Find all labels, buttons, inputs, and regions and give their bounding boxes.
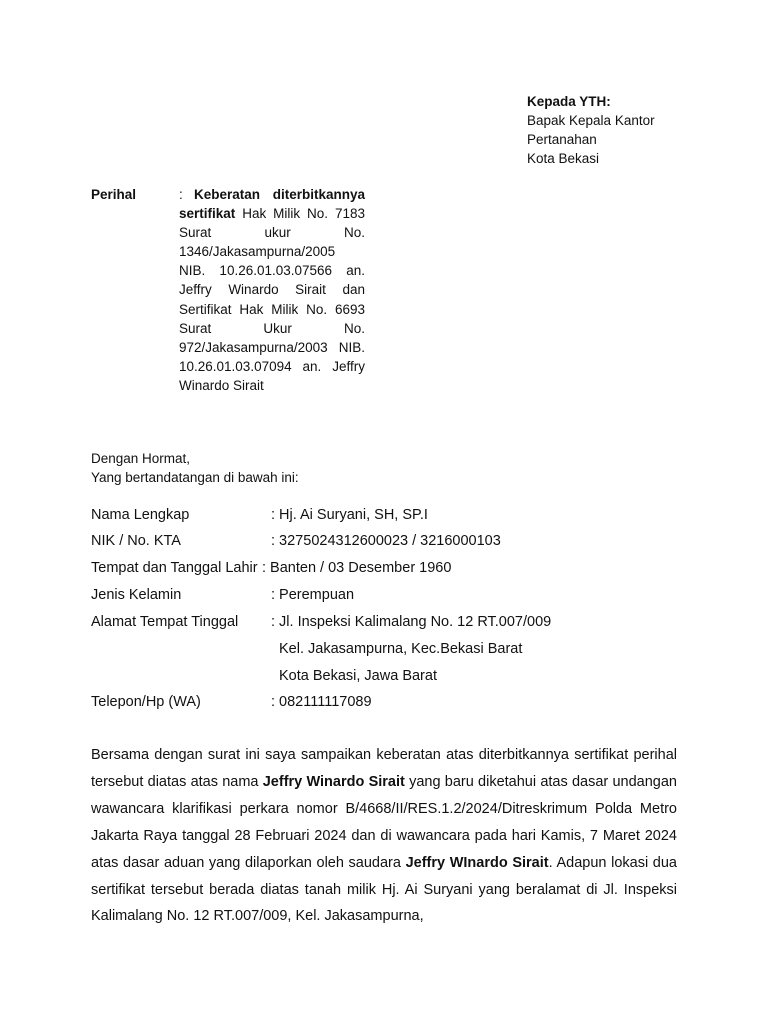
salutation: Dengan Hormat, [91,451,191,466]
recipient-line-1: Bapak Kepala Kantor [527,113,655,128]
nama-label: Nama Lengkap [91,507,190,523]
body-part-1: Bersama dengan surat ini saya sampaikan keberatan atas diterbitkannya sertifikat perihal tersebut diatas atas nama [91,747,677,790]
alamat-line-2: Kel. Jakasampurna, Kec.Bekasi Barat [279,641,523,657]
jenis-kelamin-value: : Perempuan [271,587,355,603]
recipient-label: Kepada YTH: [527,94,611,109]
body-name-2: Jeffry WInardo Sirait [405,854,549,871]
body-part-3: . Adapun lokasi dua sertifikat tersebut berada diatas tanah milik Hj. Ai Suryani yang beralamat di Jl. Inspeksi Kalimalang No. 12 RT.007/009, Kel. Jakasampurna, [91,854,677,925]
recipient-block [527,92,655,168]
nik-value: : 3275024312600023 / 3216000103 [271,533,501,549]
telepon-value: : 082111117089 [271,694,372,710]
body-paragraph [91,742,677,930]
jenis-kelamin-label: Jenis Kelamin [91,587,182,603]
alamat-label: Alamat Tempat Tinggal [91,614,239,630]
intro-line: Yang bertandatangan di bawah ini: [91,470,299,485]
body-part-2: yang baru diketahui atas dasar undangan wawancara klarifikasi perkara nomor B/4668/II/RES.1.2/2024/Ditreskrimum Polda Metro Jakarta Raya tanggal 28 Februari 2024 dan di wawancara pada hari Kamis, 7 Maret 2024 atas dasar aduan yang dilaporkan oleh saudara [91,773,677,871]
telepon-label: Telepon/Hp (WA) [91,694,201,710]
perihal-subject-rest: Hak Milik No. 7183 Surat ukur No. 1346/Jakasampurna/2005 NIB. 10.26.01.03.07566 an. Jeffry Winardo Sirait dan Sertifikat Hak Milik No. 6693 Surat Ukur No. 972/Jakasampurna/2003 NIB. 10.26.01.03.07094 an. Jeffry Winardo Sirait [179,206,365,393]
recipient-line-2: Pertanahan [527,132,597,147]
perihal-label: Perihal [91,187,137,202]
greeting [91,449,299,487]
alamat-line-3: Kota Bekasi, Jawa Barat [279,668,437,684]
ttl-value: : Banten / 03 Desember 1960 [262,560,452,576]
recipient-line-3: Kota Bekasi [527,151,600,166]
perihal-subject-bold: Keberatan diterbitkannya sertifikat [179,187,365,222]
alamat-value: : Jl. Inspeksi Kalimalang No. 12 RT.007/009 [271,614,552,630]
perihal-colon: : [179,187,183,202]
nik-label: NIK / No. KTA [91,533,181,549]
perihal-subject [179,185,365,395]
body-name-1: Jeffry Winardo Sirait [262,773,405,790]
ttl-label: Tempat dan Tanggal Lahir [91,560,258,576]
nama-value: : Hj. Ai Suryani, SH, SP.I [271,507,428,523]
